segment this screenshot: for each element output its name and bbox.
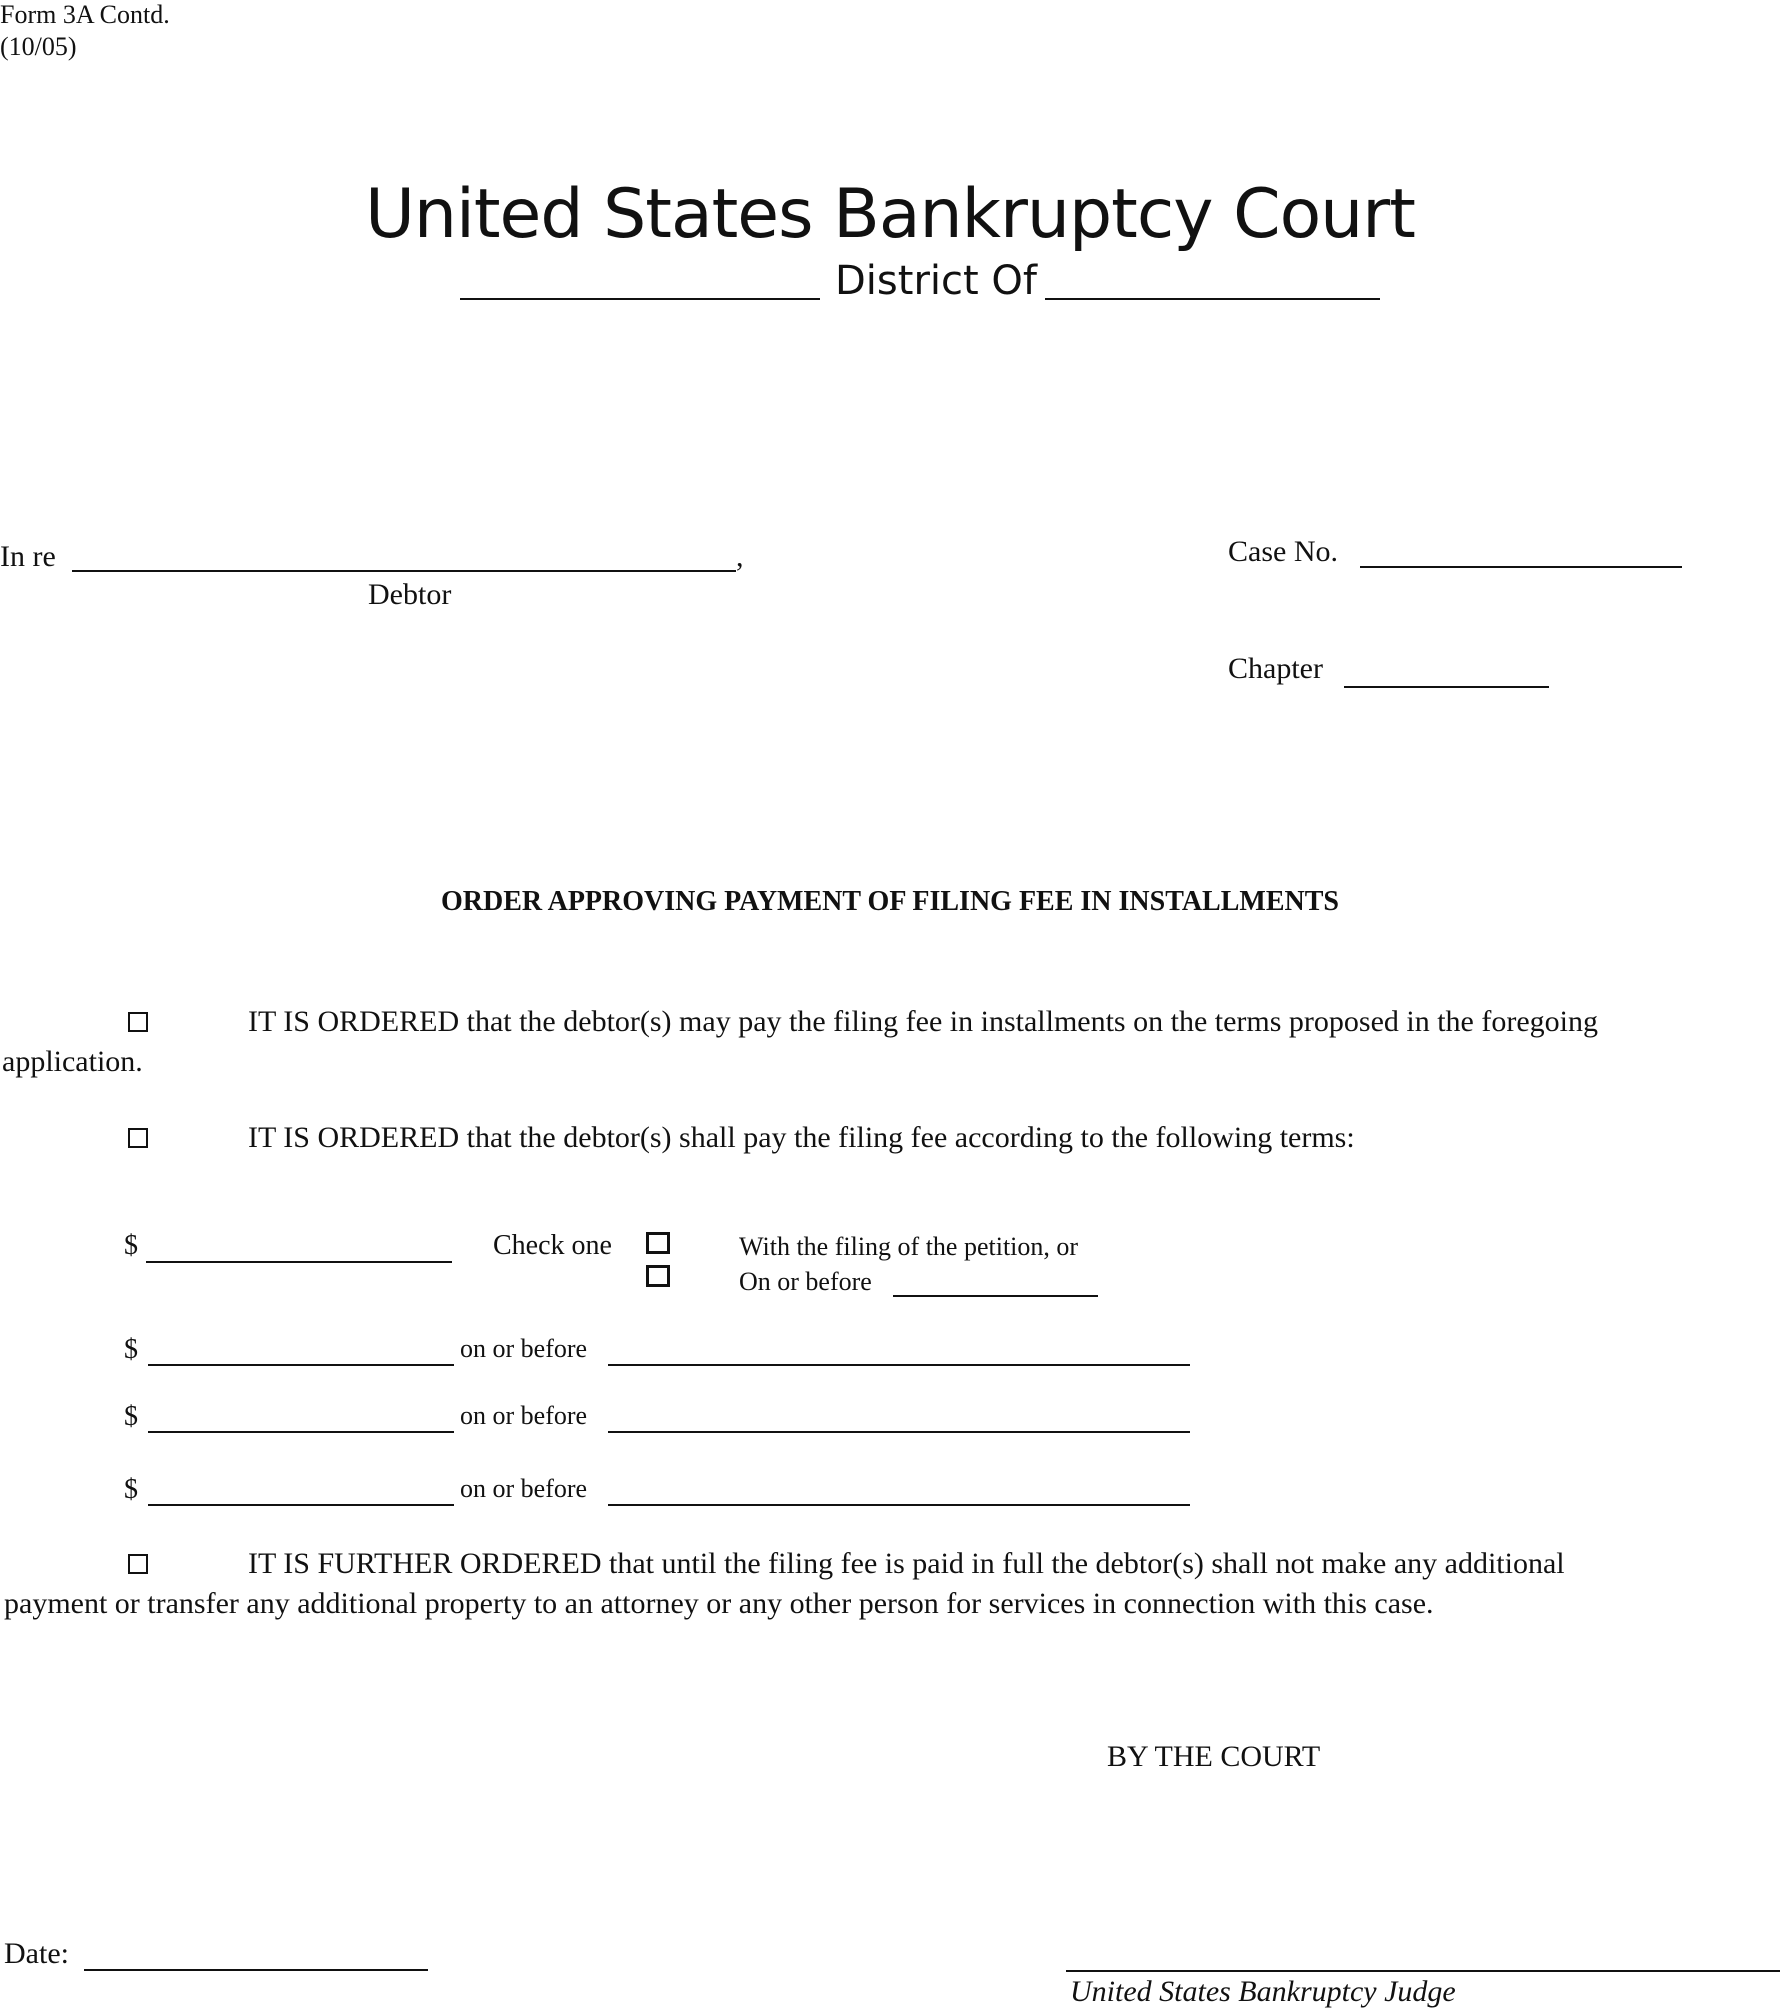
installment2-dollar: $ <box>124 1334 138 1365</box>
clause3-text: IT IS FURTHER ORDERED that until the filing fee is paid in full the debtor(s) shall not make any additional <box>248 1547 1565 1580</box>
chapter-blank[interactable] <box>1344 686 1549 688</box>
form-id: Form 3A Contd. <box>0 0 170 29</box>
installment3-amount-blank[interactable] <box>148 1431 454 1433</box>
on-or-before-option-label: On or before <box>739 1267 872 1296</box>
order-title: ORDER APPROVING PAYMENT OF FILING FEE IN INSTALLMENTS <box>441 886 1339 917</box>
clause3-text-cont: payment or transfer any additional property to an attorney or any other person for services in connection with this case. <box>4 1587 1434 1620</box>
installment4-amount-blank[interactable] <box>148 1504 454 1506</box>
clause1-text-cont: application. <box>2 1045 143 1078</box>
on-or-before-checkbox[interactable] <box>646 1265 670 1287</box>
form-revision: (10/05) <box>0 32 77 61</box>
date-label: Date: <box>4 1937 69 1970</box>
in-re-comma: , <box>736 540 744 573</box>
clause1-checkbox[interactable] <box>128 1012 148 1032</box>
on-or-before-date-blank[interactable] <box>893 1295 1098 1297</box>
judge-title: United States Bankruptcy Judge <box>1070 1975 1456 2008</box>
date-blank[interactable] <box>84 1969 428 1971</box>
installment3-date-blank[interactable] <box>608 1431 1190 1433</box>
installment4-dollar: $ <box>124 1474 138 1505</box>
district-right-blank[interactable] <box>1045 298 1380 300</box>
district-left-blank[interactable] <box>460 298 820 300</box>
by-the-court: BY THE COURT <box>1107 1740 1321 1773</box>
case-no-label: Case No. <box>1228 535 1338 568</box>
case-no-blank[interactable] <box>1360 566 1682 568</box>
installment3-dollar: $ <box>124 1401 138 1432</box>
installment3-on-or-before: on or before <box>460 1401 588 1430</box>
with-petition-checkbox[interactable] <box>646 1232 670 1254</box>
clause3-checkbox[interactable] <box>128 1554 148 1574</box>
district-label: District Of <box>835 258 1037 304</box>
clause1-text: IT IS ORDERED that the debtor(s) may pay the filing fee in installments on the terms proposed in the foregoing <box>248 1005 1598 1038</box>
debtor-name-blank[interactable] <box>72 570 736 572</box>
installment2-date-blank[interactable] <box>608 1364 1190 1366</box>
installment4-on-or-before: on or before <box>460 1474 588 1503</box>
with-petition-label: With the filing of the petition, or <box>739 1232 1079 1261</box>
installment1-dollar: $ <box>124 1230 138 1261</box>
clause2-text: IT IS ORDERED that the debtor(s) shall pay the filing fee according to the following terms: <box>248 1121 1355 1154</box>
judge-signature-line[interactable] <box>1066 1970 1780 1972</box>
installment4-date-blank[interactable] <box>608 1504 1190 1506</box>
debtor-label: Debtor <box>368 578 452 611</box>
in-re-label: In re <box>0 540 56 573</box>
court-title: United States Bankruptcy Court <box>365 175 1415 254</box>
installment1-amount-blank[interactable] <box>146 1261 452 1263</box>
installment2-on-or-before: on or before <box>460 1334 588 1363</box>
clause2-checkbox[interactable] <box>128 1128 148 1148</box>
chapter-label: Chapter <box>1228 652 1323 685</box>
installment2-amount-blank[interactable] <box>148 1364 454 1366</box>
check-one-label: Check one <box>493 1230 612 1261</box>
